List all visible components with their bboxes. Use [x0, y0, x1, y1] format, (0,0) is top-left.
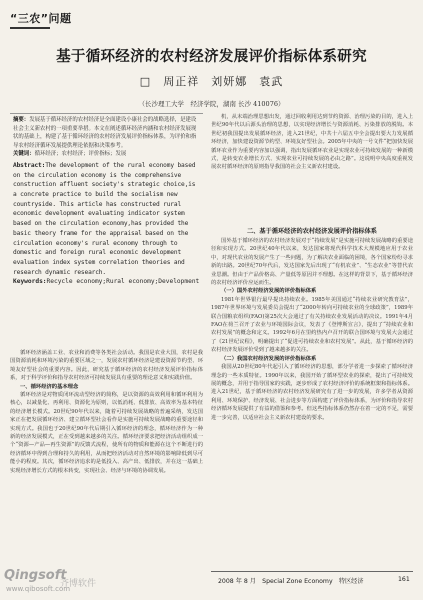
watermark-url: www.qibosoft.com [6, 585, 71, 593]
body-right-column-top [211, 113, 413, 224]
article-title: 基于循环经济的农村经济发展评价指标体系研究 [56, 49, 367, 65]
keywords-cn-text: 循环经济；农村经济；评价指标；发展 [34, 151, 127, 158]
body-paragraph: 机，从末端治理思想出发，通过回收利用达到节约资源、治理污染的目的，进入上世纪90年代以后源头治理的思想，以实现经济增长与资源消耗、污染排放的脱钩。本世纪初我国提出发展循环经济，进入21世纪，中共十六届五中全会提出要大力发展循环经济，加快建设资源节约型、环境友好型社会。2005年中央的一号文件“把加快发展循环农业作为重要内容加以强调，指出发展循环农业是实现农业可持续发展的一种新模式，是转变农业增长方式、实现农业可持续发展的必由之路”。这说明中央高度重视发展农村循环经济的原则指导我国的社会主义新农村建设。 [211, 114, 413, 171]
article-affiliation: （长沙理工大学 经济学院，湖南 长沙 410076） [138, 100, 285, 108]
keywords-en [13, 277, 200, 287]
abstract-cn-text: 发展基于循环经济的农村经济是全面建设小康社会的战略选择，是建设社会主义新农村的一项重要举措。本文在阐述循环经济内涵和农村经济发展现状的基础上，构建了基于循环经济的农村经济发展评价指标体系，为评价和指导农村经济循环发展提供理论依据和决策参考。 [13, 117, 197, 149]
abstract-en-label: Abstract: [13, 161, 46, 169]
subsection-heading: （一）国外农村经济发展的评价指标体系 [221, 288, 317, 295]
body-paragraph: 循环经济涵盖工业、农业和消费等各类社会活动。我国是农业大国，农村是我国资源消耗和环境污染的重要区域之一，发展农村循环经济是建设资源节约型、环境友好型社会的重要内容。因此，研究基于循环经济的农村经济发展评价指标体系，对于科学评价和指导农村经济可持续发展具有重要的理论意义和实践价值。 [10, 350, 203, 382]
subsection-heading: （二）我国农村经济发展的评价指标体系 [221, 355, 317, 362]
abstract-cn-label: 摘要： [13, 117, 30, 123]
abstract-cn [13, 116, 200, 150]
watermark-cn: 齐博软件 [60, 579, 97, 589]
abstract-block [10, 113, 203, 343]
keywords-en-label: Keywords: [13, 278, 47, 286]
watermark-logo: Qingsoft [4, 568, 67, 583]
footer-rule [211, 571, 413, 572]
body-paragraph: 循环经济是对物质闭环流动型经济的简称，是以资源的高效利用和循环利用为核心，以减量化、再利用、资源化为原则，以低消耗、低排放、高效率为基本特征的经济增长模式。20世纪90年代以来，随着可持续发展战略的普遍采纳，发达国家正在把发展循环经济、建立循环型社会看作是实施可持续发展战略的重要途径和实现方式。我国也于20世纪90年代后期引入循环经济的理念，循环经济作为一种新的经济发展模式，正在受到越来越多的关注。循环经济要求把经济活动组织成一个“资源—产品—再生资源”的反馈式流程，使所有的物质和能源在这个不断进行的经济循环中得到合理和持久的利用，从而把经济活动对自然环境的影响降低到尽可能小的程度。其次，循环经济追求的是低投入、高产出、低排放，并在这一基础上实现经济增长方式的根本转变，实现社会、经济与环境的协调发展。 [10, 392, 203, 474]
body-paragraph: 国外基于循环经济的农村经济发展对于“持续发展”是实施可持续发展战略的重要途径和实现方式。20世纪40年代以来，发达国家将现代科学技术大规模地应用于农业中，对现代农业的发展产生了一些问题，为了解决农业面临的困境，各个国家纷纷寻求新的出路。20世纪70年代后，发达国家先后出现了“有机农业”、“生态农业”等替代农业思潮。但由于产品价格高、产量低等原因并不理想。在这样的背景下，基于循环经济的农村经济评价应运而生。 [211, 238, 413, 287]
column-tag-underline [10, 27, 50, 29]
footer-journal: 2008 年 8 月 Special Zone Economy 特区经济 [218, 578, 364, 585]
article-authors: □ 周正祥 刘妍娜 袁武 [139, 75, 284, 88]
body-paragraph: 1981年世界银行最早提出持续农业。1985年美国通过“持续农业研究教育法”，1987年世界环境与发展委员会提出了“2000年转向可持续农业的全球政策”，1989年联合国粮农组织(FAO)第25次大会通过了有关持续农业发展活动的决议。1991年4月FAO在荷兰召开了农业与环境国际会议，发表了《登博斯宣言》，提出了“持续农业和农村发展”的概念和定义。1992年6月在里约热内卢召开的联合国环境与发展大会通过了《21世纪议程》，明确提出了“促进可持续农业和农村发展”。从此，基于循环经济的农村经济发展评价受到了越来越多的关注。 [211, 296, 413, 354]
body-paragraph: 我国从20世纪80年代起引入了循环经济的思想，部分学者进一步探索了循环经济理念的一些本质特征。1990年以来，我国开始了循环型农业的探索，提出了可持续发展的概念，并用于指导国家的实践，逐步形成了农村经济评价的系统框架和指标体系。进入21世纪，基于循环经济的农村经济发展研究有了进一步的发展，许多学者从资源利用、环境保护、经济发展、社会进步等方面构建了评价指标体系，为评价和指导农村经济循环发展提供了有益的借鉴和参考。但这些指标体系仍然存在着一定的不足，需要进一步完善，以适应社会主义新农村建设的要求。 [211, 364, 413, 421]
body-left-column [10, 349, 203, 564]
page-number: 161 [398, 576, 410, 583]
abstract-en [13, 161, 200, 277]
body-right-column-bottom [211, 237, 413, 564]
subsection-heading: 一、循环经济的基本理念 [20, 383, 79, 390]
column-tag: “三农”问题 [10, 12, 72, 25]
keywords-cn-label: 关键词： [13, 151, 35, 158]
keywords-cn [13, 150, 200, 159]
keywords-en-text: Recycle economy;Rural economy;Development [46, 278, 200, 286]
abstract-en-text: The development of the rural economy based on the circulation economy is the comprehensive construction affluent society's strategic choice,is a concrete practice to build the socialism new countryside. This article has constructed rural economic development evaluating indicator system based on the circulation economy,has provided the basic theory frame for the appraisal based on the circulation economy's rural economy through to domestic and foreign rural economic development evaluation index system correlation theories and research dynamic research. [13, 161, 196, 276]
section-heading: 二、基于循环经济的农村经济发展评价指标体系 [247, 228, 377, 235]
